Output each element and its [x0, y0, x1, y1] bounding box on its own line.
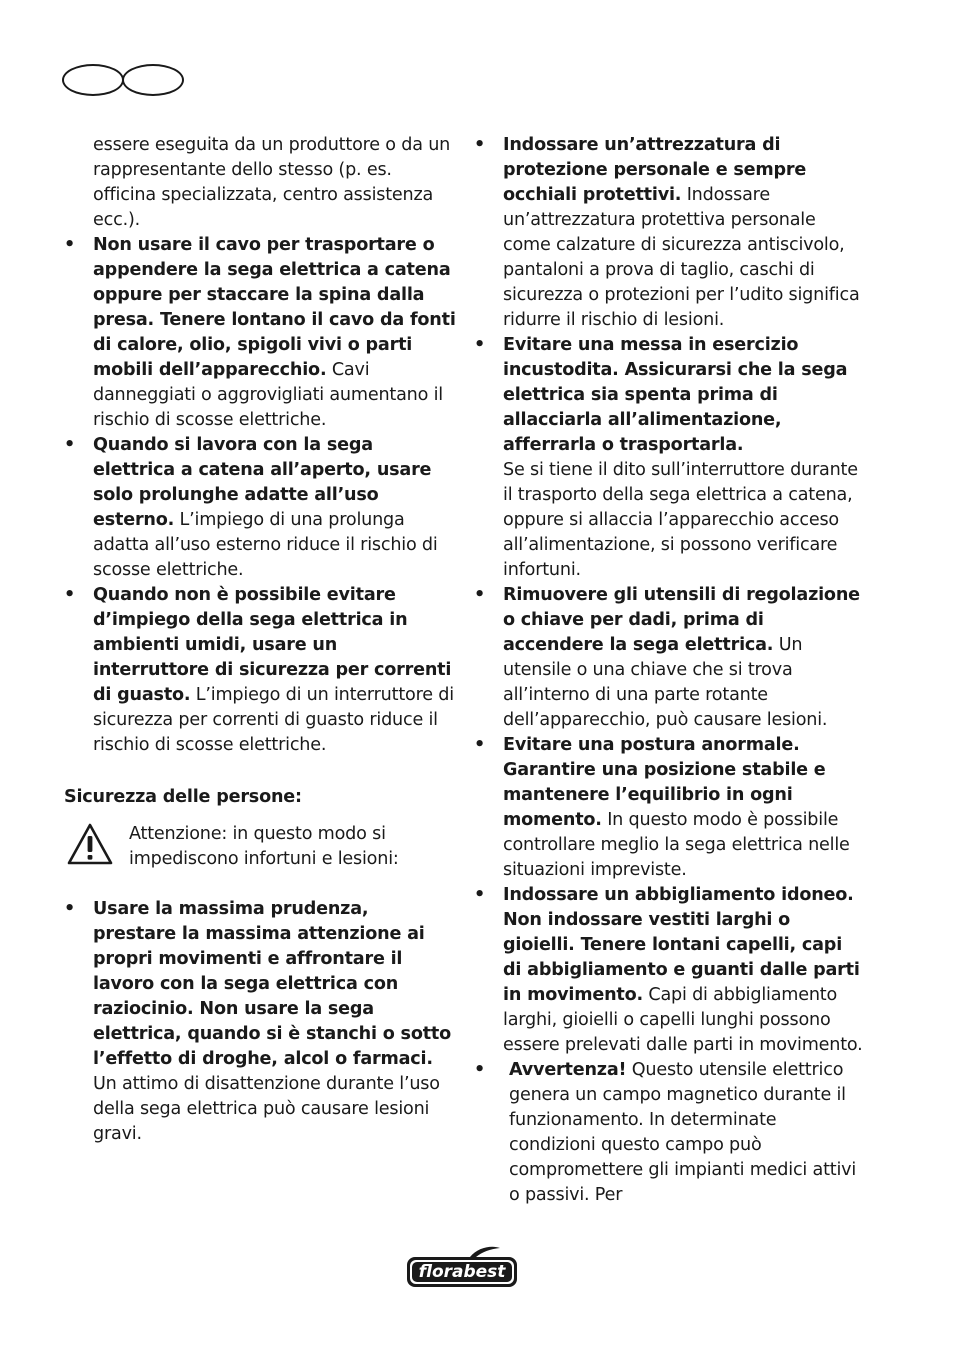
item-text: Capi di abbigliamento larghi, gioielli o capelli lunghi possono essere prelevati dalle parti in movimento. — [503, 985, 863, 1055]
bullet: • — [474, 335, 486, 355]
language-oval-right — [122, 64, 184, 96]
list-item — [474, 883, 866, 1058]
item-bold: Indossare un’attrezzatura di protezione personale e sempre occhiali protettivi. — [503, 135, 807, 205]
list-item — [474, 583, 866, 733]
warning-text: Attenzione: in questo modo si impediscono infortuni e lesioni: — [129, 824, 399, 869]
item-bold: Quando non è possibile evitare d’impiego della sega elettrica in ambienti umidi, usare un interruttore di sicurezza per correnti di guasto. — [93, 585, 452, 705]
right-column — [474, 133, 866, 1208]
item-text: Un attimo di disattenzione durante l’uso della sega elettrica può causare lesioni gravi. — [93, 1074, 440, 1144]
item-bold: Indossare un abbigliamento idoneo. Non indossare vestiti larghi o gioielli. Tenere lontani capelli, capi di abbigliamento e guanti dalle parti in movimento. — [503, 885, 860, 1005]
bullet: • — [474, 585, 486, 605]
bullet: • — [64, 899, 76, 919]
list-item — [474, 333, 866, 583]
item-bold: Non usare il cavo per trasportare o appendere la sega elettrica a catena oppure per staccare la spina dalla presa. Tenere lontano il cavo da fonti di calore, olio, spigoli vivi o parti mobili dell’apparecchio. — [93, 235, 456, 380]
bullet: • — [474, 885, 486, 905]
bullet: • — [64, 235, 76, 255]
advisory-text: Questo utensile elettrico genera un campo magnetico durante il funzionamento. In determinate condizioni questo campo può compromettere gli impianti medici attivi o passivi. Per — [509, 1060, 857, 1205]
item-bold: Quando si lavora con la sega elettrica a catena all’aperto, usare solo prolunghe adatte all’uso esterno. — [93, 435, 432, 530]
list-item — [474, 133, 866, 333]
list-item — [64, 433, 456, 583]
bullet: • — [474, 1060, 486, 1080]
left-column — [64, 133, 456, 1147]
section-title: Sicurezza delle persone: — [64, 787, 302, 807]
advisory-bold: Avvertenza! — [509, 1060, 627, 1080]
item-text: In questo modo è possibile controllare meglio la sega elettrica nelle situazioni impreviste. — [503, 810, 850, 880]
advisory-item — [474, 1058, 866, 1208]
item-text: Un utensile o una chiave che si trova all’interno di una parte rotante dell’apparecchio, può causare lesioni. — [503, 635, 828, 730]
bullet: • — [64, 585, 76, 605]
continuation-paragraph: essere eseguita da un produttore o da un rappresentante dello stesso (p. es. officina specializzata, centro assistenza ecc.). — [93, 135, 451, 230]
bullet: • — [474, 135, 486, 155]
list-item — [474, 733, 866, 883]
item-bold: Evitare una messa in esercizio incustodita. Assicurarsi che la sega elettrica sia spenta prima di allacciarla all’alimentazione, afferrarla o trasportarla. — [503, 335, 848, 455]
bullet: • — [474, 735, 486, 755]
list-item — [64, 233, 456, 433]
language-badge-icon — [62, 64, 188, 100]
item-text: Cavi danneggiati o aggrovigliati aumentano il rischio di scosse elettriche. — [93, 360, 443, 430]
list-item — [64, 897, 456, 1147]
item-bold: Usare la massima prudenza, prestare la massima attenzione ai propri movimenti e affrontare il lavoro con la sega elettrica con raziocinio. Non usare la sega elettrica, quando si è stanchi o sotto l’effetto di droghe, alcol o farmaci. — [93, 899, 452, 1069]
item-text: Indossare un’attrezzatura protettiva personale come calzature di sicurezza antiscivolo, pantaloni a prova di taglio, caschi di sicurezza o protezioni per l’udito significa ridurre il rischio di lesioni. — [503, 185, 860, 330]
item-text: L’impiego di un interruttore di sicurezza per correnti di guasto riduce il rischio di scosse elettriche. — [93, 685, 454, 755]
florabest-logo — [404, 1245, 520, 1289]
item-bold: Rimuovere gli utensili di regolazione o chiave per dadi, prima di accendere la sega elettrica. — [503, 585, 860, 655]
language-oval-left — [62, 64, 124, 96]
bullet: • — [64, 435, 76, 455]
warning-triangle-icon — [66, 822, 114, 866]
logo-text: florabest — [418, 1262, 506, 1282]
item-text: Se si tiene il dito sull’interruttore durante il trasporto della sega elettrica a catena, oppure si allaccia l’apparecchio acceso all’alimentazione, si possono verificare infortuni. — [503, 460, 858, 580]
warning-note — [64, 822, 456, 872]
item-bold: Evitare una postura anormale. Garantire una posizione stabile e mantenere l’equilibrio in ogni momento. — [503, 735, 826, 830]
list-item — [64, 583, 456, 758]
item-text: L’impiego di una prolunga adatta all’uso esterno riduce il rischio di scosse elettriche. — [93, 510, 438, 580]
